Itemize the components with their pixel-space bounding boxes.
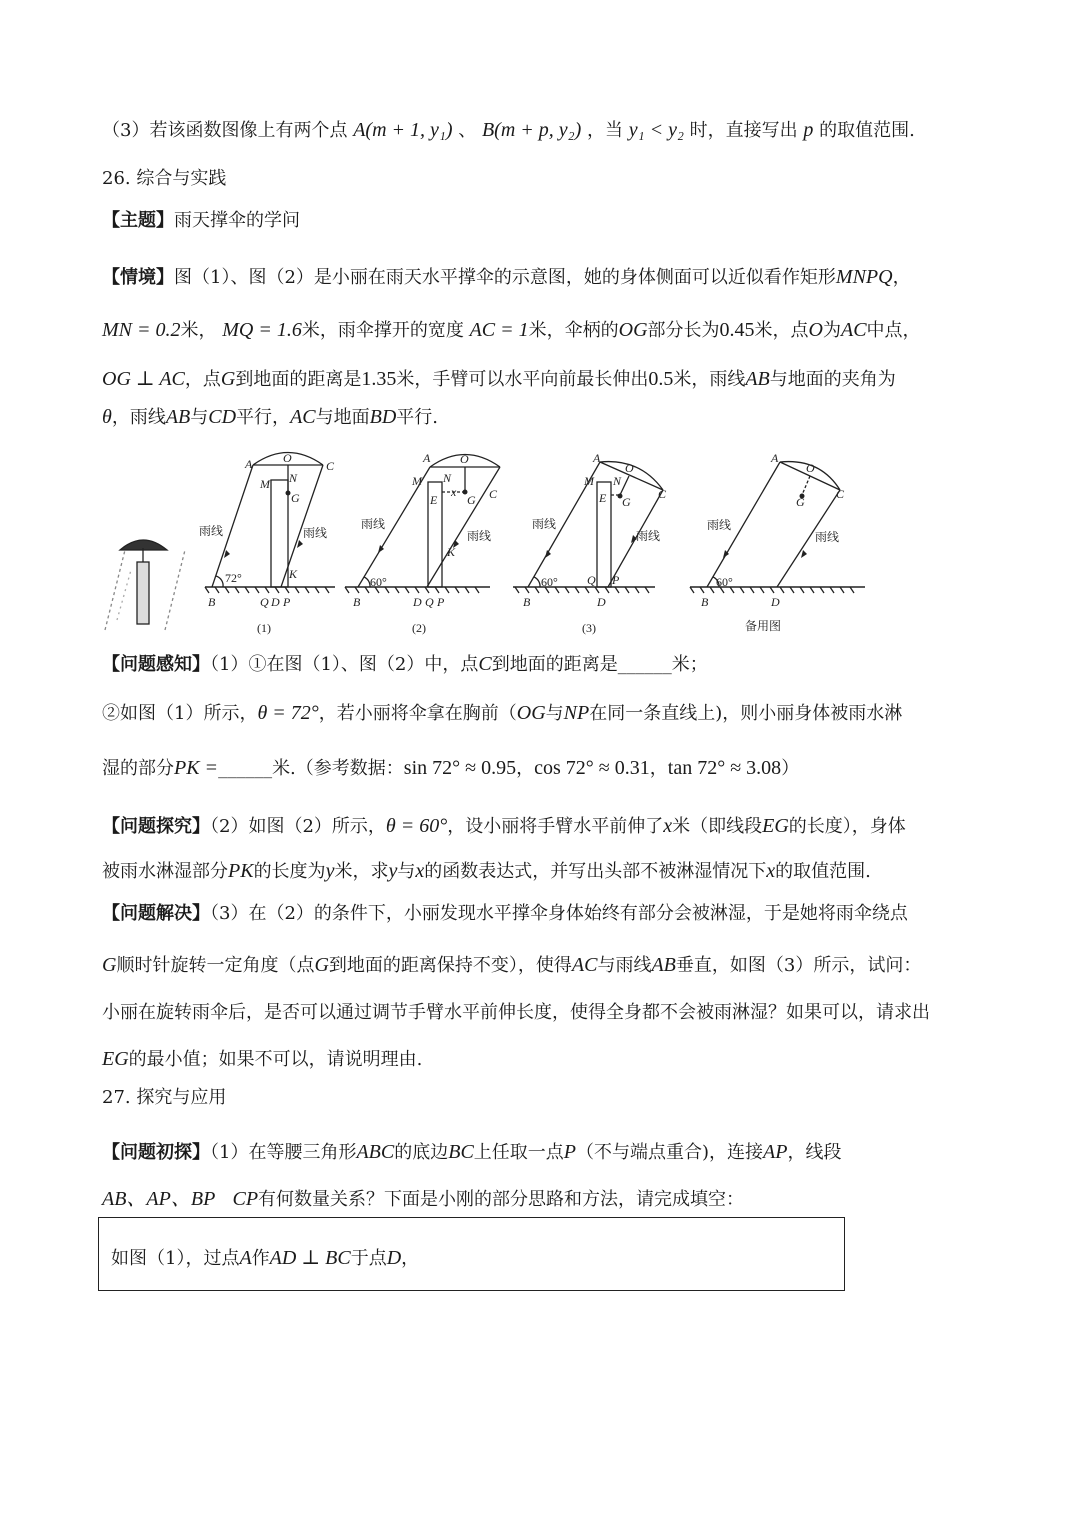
fig1-label-K: K	[289, 567, 298, 581]
girl-umbrella-photo	[105, 540, 185, 630]
fig3-rain-right: 雨线	[636, 529, 661, 543]
fig3-rain-left: 雨线	[532, 517, 557, 531]
point-a: A(m + 1, y₁)	[353, 119, 453, 141]
q26-context-line3: OG ⊥ AC，点G到地面的距离是1.35米，手臂可以水平向前最长伸出0.5米，雨线AB与地面的夹角为	[102, 368, 896, 390]
fig2-label-M: M	[412, 474, 422, 488]
q26-solve-line3: 小丽在旋转雨伞后，是否可以通过调节手臂水平前伸长度，使得全身都不会被雨淋湿？如果可以，请求出	[102, 1002, 930, 1023]
q26-context-line1: 【情境】图（1）、图（2）是小丽在雨天水平撑伞的示意图，她的身体侧面可以近似看作矩形MNPQ，	[102, 266, 911, 288]
q26-context-line4: θ，雨线AB与CD平行，AC与地面BD平行.	[102, 406, 439, 428]
fig2-label-D: D	[413, 595, 422, 609]
fig2-label-O: O	[460, 452, 469, 466]
backup-rain-right: 雨线	[815, 530, 840, 544]
fig2-label-P: P	[437, 595, 445, 609]
q26-explore-line1: 【问题探究】（2）如图（2）所示，θ = 60°，设小丽将手臂水平前伸了x米（即线段EG的长度），身体	[102, 815, 906, 837]
fig2-label-Q: Q	[425, 595, 434, 609]
backup-label-A: A	[771, 451, 779, 465]
q26-solve-line4: EG的最小值；如果不可以，请说明理由.	[102, 1048, 423, 1070]
fig3-label-B: B	[523, 595, 531, 609]
fig1-label-G: G	[291, 491, 300, 505]
backup-caption: 备用图	[745, 619, 782, 633]
umbrella-diagrams	[95, 440, 1015, 640]
fig1-label-C: C	[326, 459, 335, 473]
condition: y₁ < y₂	[628, 119, 684, 141]
fig2-angle: 60°	[370, 575, 387, 589]
fig3-caption: (3)	[582, 621, 596, 635]
fig2-label-x: x	[451, 485, 457, 499]
fig1-label-N: N	[289, 471, 298, 485]
backup-label-C: C	[836, 487, 845, 501]
fig3-label-A: A	[593, 451, 601, 465]
fig3-angle: 60°	[541, 575, 558, 589]
fig1-rain-left: 雨线	[199, 524, 224, 538]
hint-box-text: 如图（1），过点A作AD ⊥ BC于点D，	[111, 1247, 420, 1269]
fig2-label-A: A	[423, 451, 431, 465]
fig2-rain-right: 雨线	[467, 529, 492, 543]
backup-label-O: O	[806, 461, 815, 475]
fig1-rain-right: 雨线	[303, 526, 328, 540]
backup-label-B: B	[701, 595, 709, 609]
fig3-label-O: O	[625, 461, 634, 475]
fig1-label-M: M	[260, 477, 270, 491]
q26-solve-line1: 【问题解决】（3）在（2）的条件下，小丽发现水平撑伞身体始终有部分会被淋湿，于是她将雨伞绕点	[102, 903, 908, 924]
fig1-label-O: O	[283, 451, 292, 465]
backup-rain-left: 雨线	[707, 518, 732, 532]
fig2-label-G: G	[467, 493, 476, 507]
fig3-label-N: N	[613, 474, 622, 488]
fig1-caption: (1)	[257, 621, 271, 635]
fig2-label-N: N	[443, 471, 452, 485]
q26-perceive-line1: 【问题感知】（1）①在图（1）、图（2）中，点C到地面的距离是______米；	[102, 653, 708, 675]
backup-label-G: G	[796, 495, 805, 509]
fig3-label-P: P	[612, 573, 620, 587]
fig2-label-B: B	[353, 595, 361, 609]
q27-first-line1: 【问题初探】（1）在等腰三角形ABC的底边BC上任取一点P（不与端点重合)，连接AP，线段	[102, 1141, 842, 1163]
q26-solve-line2: G顺时针旋转一定角度（点G到地面的距离保持不变），使得AC与雨线AB垂直，如图（3）所示，试问：	[102, 954, 922, 976]
q26-heading: 26. 综合与实践	[102, 168, 227, 189]
hint-box	[98, 1217, 845, 1291]
q26-context-line2: MN = 0.2米， MQ = 1.6米，雨伞撑开的宽度 AC = 1米，伞柄的OG部分长为0.45米，点O为AC中点，	[102, 319, 921, 341]
q27-first-line2: AB、AP、BP CP有何数量关系？下面是小刚的部分思路和方法，请完成填空：	[102, 1188, 745, 1210]
q27-heading: 27. 探究与应用	[102, 1087, 227, 1108]
fig3-label-Q: Q	[587, 573, 596, 587]
fig3-label-C: C	[658, 487, 667, 501]
fig2-label-E: E	[430, 493, 438, 507]
fig1-label-B: B	[208, 595, 216, 609]
fig1-label-P: P	[283, 595, 291, 609]
fig2-rain-left: 雨线	[361, 517, 386, 531]
backup-label-D: D	[771, 595, 780, 609]
fig3-label-M: M	[584, 474, 594, 488]
fig3-label-E: E	[599, 491, 607, 505]
fig1-angle: 72°	[225, 571, 242, 585]
fig2-label-K: K	[447, 545, 456, 559]
q26-explore-line2: 被雨水淋湿部分PK的长度为y米，求y与x的函数表达式，并写出头部不被淋湿情况下x的取值范围.	[102, 860, 871, 882]
q26-theme: 【主题】雨天撑伞的学问	[102, 210, 300, 231]
fig2-label-C: C	[489, 487, 498, 501]
q25-part3: （3）若该函数图像上有两个点 A(m + 1, y₁) 、 B(m + p, y₂) ，当 y₁ < y₂ 时，直接写出 p 的取值范围.	[102, 119, 915, 141]
fig1-label-D: D	[271, 595, 280, 609]
fig1-label-A: A	[245, 457, 253, 471]
backup-angle: 60°	[716, 575, 733, 589]
fig3-label-D: D	[597, 595, 606, 609]
figure-strip	[95, 440, 1015, 644]
fig2-caption: (2)	[412, 621, 426, 635]
q26-perceive-line2: ②如图（1）所示，θ = 72°，若小丽将伞拿在胸前（OG与NP在同一条直线上)，则小丽身体被雨水淋	[102, 702, 903, 724]
fig1-label-Q: Q	[260, 595, 269, 609]
q26-perceive-line3: 湿的部分PK =______米.（参考数据：sin 72° ≈ 0.95，cos 72° ≈ 0.31，tan 72° ≈ 3.08）	[102, 757, 800, 779]
point-b: B(m + p, y₂)	[481, 119, 582, 141]
fig3-label-G: G	[622, 495, 631, 509]
